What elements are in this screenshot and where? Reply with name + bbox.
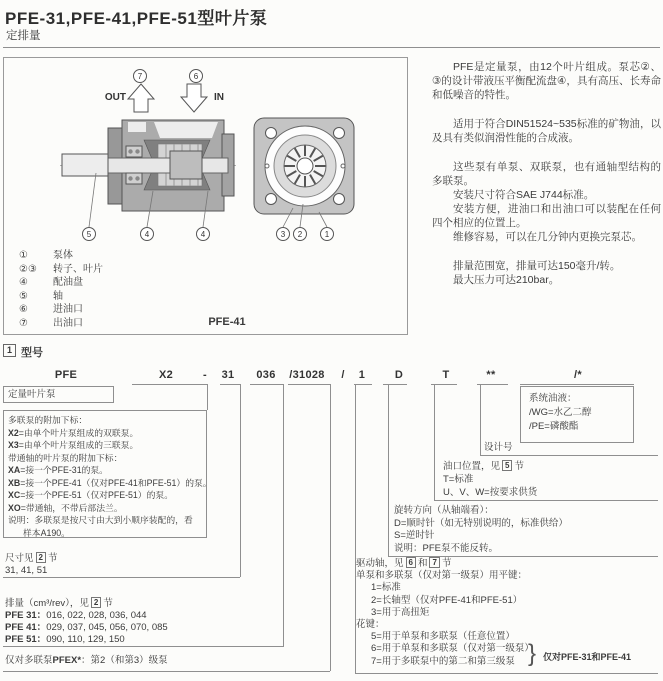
legend-label: 配油盘 xyxy=(53,277,83,289)
fluid-wg: /WG=水乙二醇 xyxy=(529,407,592,418)
pump-cross-section xyxy=(60,120,236,211)
multi-line: 多联泵的附加下标： xyxy=(8,415,88,425)
section-ref-6: 6 xyxy=(406,557,416,568)
rotation-option: D=顺时针（如无特别说明的，标准供给） xyxy=(394,517,568,529)
fluid-title: 系统油液： xyxy=(529,393,577,404)
rotation-heading: 旋转方向（从轴端看）： xyxy=(394,505,494,516)
in-arrow-icon xyxy=(181,84,207,112)
figure-caption: PFE-41 xyxy=(208,316,246,328)
pump-type-box: 定量叶片泵 xyxy=(3,386,114,403)
code-underline xyxy=(250,384,283,385)
code-segment-design: ** xyxy=(486,369,496,381)
connector-line xyxy=(480,384,481,455)
code-underline xyxy=(132,384,207,385)
legend-symbol: ⑥ xyxy=(19,304,28,316)
fluid-pe: /PE=磷酸酯 xyxy=(529,421,579,432)
callout-6 xyxy=(190,70,203,83)
code-segment-dash: - xyxy=(203,369,207,381)
code-segment-series: /31028 xyxy=(289,369,325,381)
intro-paragraph: 安装尺寸符合SAE J744标准。 xyxy=(453,189,595,201)
intro-paragraph: 维修容易，可以在几分钟内更换完泵芯。 xyxy=(453,231,642,243)
code-segment-port: T xyxy=(442,369,450,381)
code-underline xyxy=(220,384,240,385)
section-ref-5: 5 xyxy=(502,460,512,471)
shaft-option: 5=用于单泵和多联泵（任意位置） xyxy=(371,631,515,643)
code-segment-disp: 036 xyxy=(256,369,276,381)
legend-item xyxy=(19,303,103,317)
legend-label: 轴 xyxy=(53,290,63,302)
in-label: IN xyxy=(214,92,224,103)
intro-paragraph: 这些泵有单泵、双联泵，也有通轴型结构的多联泵。 xyxy=(432,161,661,187)
code-segment-slash: / xyxy=(341,369,345,381)
rule-design xyxy=(480,455,658,456)
port-option: T=标准 xyxy=(443,474,474,485)
sizes-heading: 尺寸见 2 节 xyxy=(5,553,58,564)
legend-item xyxy=(19,290,103,304)
design-number-label: 设计号 xyxy=(484,442,513,453)
legend-item xyxy=(19,263,103,277)
callout-4b xyxy=(197,228,210,241)
multi-pump-box xyxy=(3,410,212,538)
code-underline xyxy=(520,384,634,385)
drive-shaft-block xyxy=(356,557,537,668)
header-divider xyxy=(3,47,660,48)
shaft-option: 6=用于单泵和多联泵（仅对第一级泵） xyxy=(371,643,534,655)
legend-label: 泵体 xyxy=(53,250,73,261)
callout-2 xyxy=(294,228,307,241)
connector-line xyxy=(388,384,389,556)
rule-displacement xyxy=(3,646,283,647)
displacement-row: PFE 31：016, 022, 028, 036, 044 xyxy=(5,609,147,621)
intro-paragraph: 最大压力可达210bar。 xyxy=(453,274,560,286)
intro-paragraph: PFE是定量泵，由12个叶片组成。泵芯②、③的设计带液压平衡配流盘④，具有高压、长寿命和低噪音的特性。 xyxy=(432,61,661,101)
out-label: OUT xyxy=(104,92,126,103)
code-segment-shaft: 1 xyxy=(358,369,366,381)
section-number-box: 1 xyxy=(3,344,16,357)
legend-label: 进油口 xyxy=(53,304,83,316)
sizes-values: 31, 41, 51 xyxy=(5,565,48,577)
svg-text:3: 3 xyxy=(280,230,286,239)
code-underline xyxy=(383,384,407,385)
shaft-option: 7=用于多联泵中的第二和第三级泵 xyxy=(371,655,515,667)
connector-line xyxy=(283,384,284,647)
shaft-heading: 驱动轴，见 6 和 7 节 xyxy=(356,558,452,569)
section-ref-2: 2 xyxy=(36,552,46,563)
callout-4a xyxy=(141,228,154,241)
connector-line xyxy=(434,384,435,500)
rule-pfex xyxy=(3,671,330,672)
out-arrow-icon xyxy=(128,84,154,112)
pfex-note: 仅对多联泵PFEX*：第2（和第3）级泵 xyxy=(5,655,168,666)
rule-shaft xyxy=(355,673,658,674)
svg-text:1: 1 xyxy=(324,230,330,239)
intro-text-column xyxy=(432,60,661,287)
svg-text:6: 6 xyxy=(193,72,199,81)
svg-text:5: 5 xyxy=(86,230,92,239)
intro-paragraph: 安装方便，进油口和出油口可以装配在任何四个相应的位置上。 xyxy=(432,203,661,229)
page-subtitle: 定排量 xyxy=(6,30,41,42)
legend-symbol: ②③ xyxy=(19,263,37,275)
legend-symbol: ④ xyxy=(19,277,28,289)
intro-paragraph: 排量范围宽，排量可达150毫升/转。 xyxy=(453,260,621,272)
code-segment-rotation: D xyxy=(394,369,404,381)
displacement-row: PFE 51：090, 110, 129, 150 xyxy=(5,633,125,645)
callout-1 xyxy=(321,228,334,241)
rotation-note: 说明：PFE泵不能反转。 xyxy=(394,542,498,554)
port-position-block xyxy=(443,460,537,499)
multi-line: 带通轴的叶片泵的附加下标： xyxy=(8,452,123,463)
displacement-heading: 排量（cm³/rev），见 2 节 xyxy=(5,598,113,609)
code-underline xyxy=(354,384,372,385)
callout-7 xyxy=(134,70,147,83)
rule-port xyxy=(434,500,658,501)
callout-5 xyxy=(83,228,96,241)
code-underline xyxy=(477,384,508,385)
svg-text:4: 4 xyxy=(144,230,150,239)
code-segment-pfe: PFE xyxy=(54,369,78,381)
pump-front-view xyxy=(254,118,354,214)
shaft-option: 1=标准 xyxy=(371,582,401,594)
multi-line: 说明：多联泵是按尺寸由大到小顺序装配的，看 xyxy=(8,515,193,526)
legend-symbol: ⑤ xyxy=(19,290,28,302)
legend-symbol: ① xyxy=(19,250,28,261)
multi-line: X3=由单个叶片泵组成的三联泵。 xyxy=(8,440,139,451)
section-ref-2: 2 xyxy=(91,597,101,608)
displacement-block xyxy=(5,597,168,646)
legend-label: 出油口 xyxy=(53,317,83,329)
brace-glyph: } xyxy=(528,640,537,667)
shaft-spline-heading: 花键： xyxy=(356,619,385,631)
intro-paragraph: 适用于符合DIN51524~535标准的矿物油，以及具有类似润滑性能的合成液。 xyxy=(432,118,661,144)
displacement-row: PFE 41：029, 037, 045, 056, 070, 085 xyxy=(5,621,168,633)
svg-text:4: 4 xyxy=(200,230,206,239)
section-title: 型号 xyxy=(21,347,43,359)
multi-line: XA=接一个PFE-31的泵。 xyxy=(8,465,108,476)
callout-3 xyxy=(277,228,290,241)
connector-line xyxy=(330,384,331,671)
code-segment-size: 31 xyxy=(221,369,235,381)
connector-line xyxy=(240,384,241,577)
brace-note: 仅对PFE-31和PFE-41 xyxy=(543,652,632,662)
multi-line: X2=由单个叶片泵组成的双联泵。 xyxy=(8,427,139,438)
shaft-option: 3=用于高扭矩 xyxy=(371,606,430,618)
legend-label: 转子、叶片 xyxy=(53,263,103,275)
legend-item xyxy=(19,276,103,290)
pump-figure-frame xyxy=(3,57,408,335)
svg-text:7: 7 xyxy=(137,72,143,81)
code-segment-fluid: /* xyxy=(574,369,582,381)
connector-line xyxy=(207,384,208,410)
sizes-block xyxy=(5,552,57,578)
multi-line: XC=接一个PFE-51（仅对PFE-51）的泵。 xyxy=(8,490,173,501)
section-ref-7: 7 xyxy=(429,557,439,568)
port-heading: 油口位置，见 5 节 xyxy=(443,461,524,472)
page-title: PFE-31,PFE-41,PFE-51型叶片泵 xyxy=(5,9,268,28)
legend-item xyxy=(19,317,103,331)
svg-text:2: 2 xyxy=(297,230,303,239)
system-fluid-box xyxy=(520,386,634,443)
multi-line: XO=带通轴，不带后部法兰。 xyxy=(8,502,123,513)
rotation-block xyxy=(394,505,568,555)
code-segment-x2: X2 xyxy=(158,369,174,381)
figure-legend xyxy=(19,249,103,331)
shaft-key-heading: 单泵和多联泵（仅对第一级泵）用平键： xyxy=(356,570,528,582)
shaft-option: 2=长轴型（仅对PFE-41和PFE-51） xyxy=(371,594,523,606)
legend-symbol: ⑦ xyxy=(19,317,28,329)
rotation-option: S=逆时针 xyxy=(394,530,435,541)
multi-line: 样本A190。 xyxy=(23,527,70,538)
code-underline xyxy=(288,384,330,385)
port-option: U、V、W=按要求供货 xyxy=(443,487,538,498)
multi-line: XB=接一个PFE-41（仅对PFE-41和PFE-51）的泵。 xyxy=(8,477,212,488)
legend-item xyxy=(19,249,103,263)
